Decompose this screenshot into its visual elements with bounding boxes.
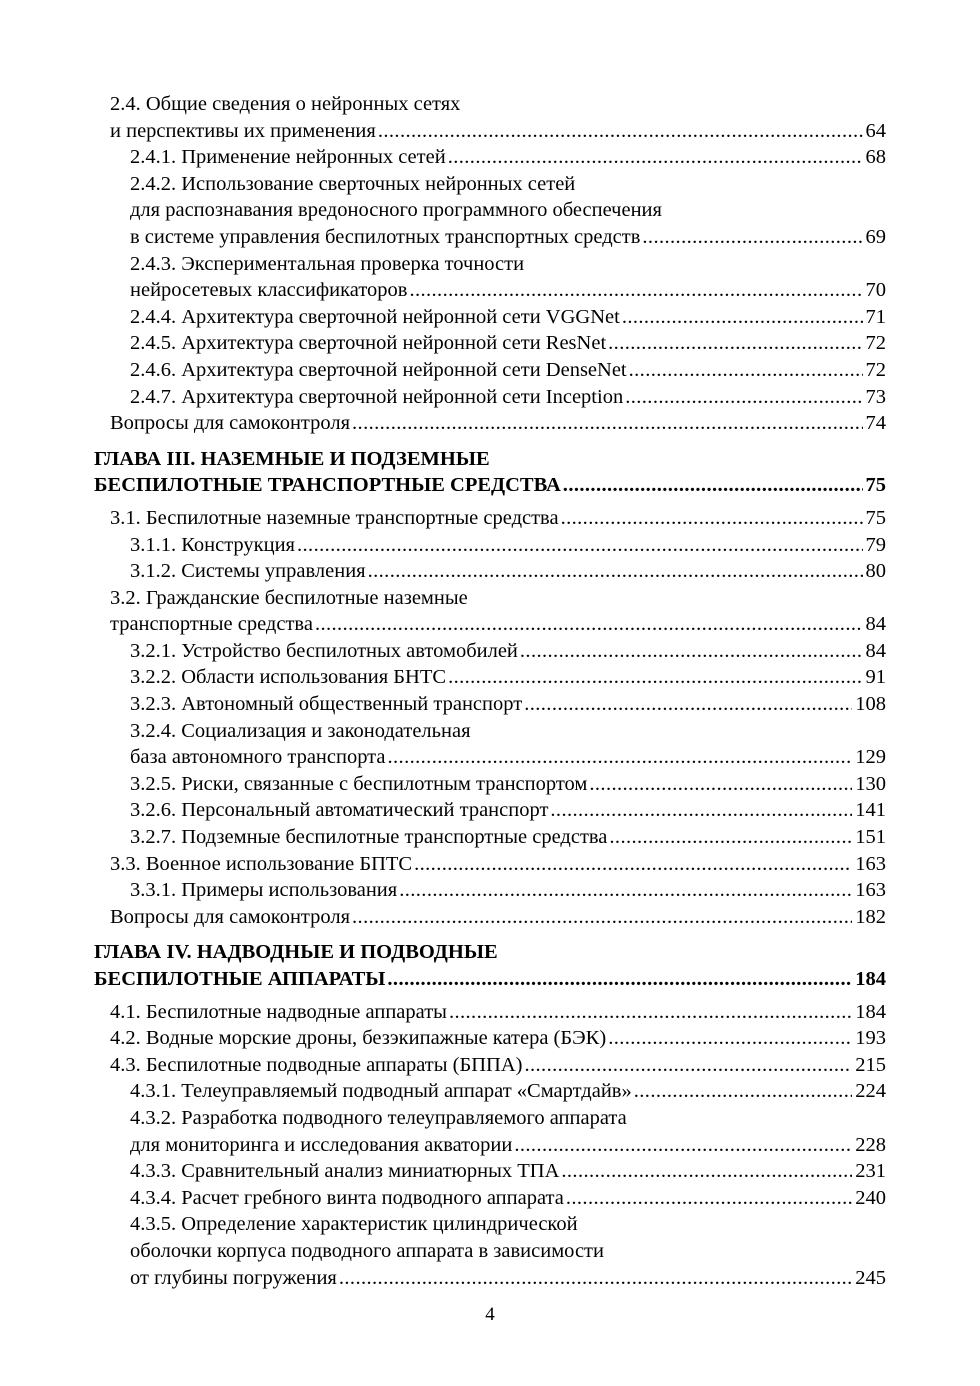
- toc-page-number: 75: [865, 474, 886, 497]
- toc-entry-title: 3.2.4. Социализация и законодательная: [130, 719, 471, 742]
- toc-entry: [110, 1052, 886, 1079]
- toc-entry-title: 2.4.7. Архитектура сверточной нейронной сети Inception: [130, 385, 624, 408]
- dot-leader: [566, 1185, 852, 1212]
- dot-leader: [352, 410, 862, 437]
- toc-entry-title: для распознавания вредоносного программного обеспечения: [130, 199, 662, 222]
- dot-leader: [352, 904, 852, 931]
- toc-page-number: 79: [865, 533, 886, 556]
- toc-page-number: 75: [865, 506, 886, 529]
- toc-page-number: 84: [865, 639, 886, 662]
- toc-page-number: 72: [865, 358, 886, 381]
- toc-entry: [110, 877, 886, 904]
- dot-leader: [315, 611, 863, 638]
- toc-entry-title: 4.3.4. Расчет гребного винта подводного аппарата: [130, 1186, 564, 1209]
- toc-entry-title: Вопросы для самоконтроля: [110, 905, 351, 928]
- toc-entry-title: 2.4. Общие сведения о нейронных сетях: [110, 93, 461, 115]
- toc-entry: [110, 904, 886, 931]
- toc-entry-title: 3.1.1. Конструкция: [130, 533, 295, 556]
- toc-page-number: 108: [855, 693, 886, 716]
- toc-entry: [110, 197, 886, 224]
- toc-entry-title: 3.1. Беспилотные наземные транспортные средства: [110, 506, 559, 529]
- chapter-title: ГЛАВА IV. НАДВОДНЫЕ И ПОДВОДНЫЕ: [94, 941, 498, 964]
- toc-entry-title: 4.1. Беспилотные надводные аппараты: [110, 1000, 447, 1023]
- chapter-heading: [94, 472, 886, 499]
- toc-page-number: 80: [865, 560, 886, 583]
- toc-entry: [110, 638, 886, 665]
- dot-leader: [561, 505, 863, 532]
- dot-leader: [608, 330, 862, 357]
- dot-leader: [409, 277, 862, 304]
- toc-entry: [110, 664, 886, 691]
- toc-entry: [110, 410, 886, 437]
- toc-entry: [110, 1025, 886, 1052]
- chapter-title: ГЛАВА III. НАЗЕМНЫЕ И ПОДЗЕМНЫЕ: [94, 447, 490, 470]
- dot-leader: [550, 797, 852, 824]
- dot-leader: [589, 771, 852, 798]
- toc-entry: [110, 771, 886, 798]
- toc-entry: [110, 691, 886, 718]
- dot-leader: [520, 638, 863, 665]
- toc-entry: [110, 91, 886, 118]
- toc-entry-title: 3.3.1. Примеры использования: [130, 879, 398, 902]
- dot-leader: [378, 118, 863, 145]
- toc-entry: [110, 558, 886, 585]
- dot-leader: [449, 999, 852, 1026]
- toc-entry: [110, 1132, 886, 1159]
- toc-entry: [110, 797, 886, 824]
- dot-leader: [297, 532, 863, 559]
- toc-entry-title: 2.4.5. Архитектура сверточной нейронной сети ResNet: [130, 332, 607, 355]
- chapter-title: БЕСПИЛОТНЫЕ ТРАНСПОРТНЫЕ СРЕДСТВА: [94, 474, 561, 497]
- toc-entry: [110, 851, 886, 878]
- dot-leader: [634, 1078, 853, 1105]
- dot-leader: [388, 744, 853, 771]
- toc-entry-title: 3.2.2. Области использования БНТС: [130, 666, 447, 689]
- toc-entry: [110, 999, 886, 1026]
- toc-page-number: 69: [865, 225, 886, 248]
- toc-entry: [110, 224, 886, 251]
- toc-entry: [110, 118, 886, 145]
- toc-entry: [110, 718, 886, 745]
- toc-page-number: 84: [865, 613, 886, 636]
- toc-entry-title: 2.4.4. Архитектура сверточной нейронной сети VGGNet: [130, 305, 620, 328]
- toc-entry-title: 4.3.3. Сравнительный анализ миниатюрных ТПА: [130, 1160, 560, 1183]
- dot-leader: [561, 1158, 852, 1185]
- dot-leader: [609, 824, 852, 851]
- chapter-heading: [94, 966, 886, 993]
- dot-leader: [448, 144, 863, 171]
- toc-page-number: 91: [865, 666, 886, 689]
- toc-page-number: 129: [855, 746, 886, 769]
- chapter-heading: [94, 939, 886, 966]
- toc-entry-title: 4.3.1. Телеуправляемый подводный аппарат «Смартдайв»: [130, 1080, 632, 1103]
- dot-leader: [368, 558, 863, 585]
- toc-entry: [110, 1158, 886, 1185]
- toc-page-number: 68: [865, 146, 886, 169]
- toc-page-number: 231: [855, 1160, 886, 1183]
- toc-page-number: 130: [855, 772, 886, 795]
- toc-entry: [110, 585, 886, 612]
- toc-page-number: 228: [855, 1133, 886, 1156]
- toc-entry: [110, 532, 886, 559]
- toc-entry-title: 3.2.5. Риски, связанные с беспилотным транспортом: [130, 772, 588, 795]
- toc-entry: [110, 1238, 886, 1265]
- toc-entry-title: от глубины погружения: [130, 1266, 337, 1289]
- toc-entry: [110, 357, 886, 384]
- toc-page-number: 240: [855, 1186, 886, 1209]
- toc-page-number: 74: [865, 412, 886, 435]
- toc-entry-title: 3.2.6. Персональный автоматический транспорт: [130, 799, 549, 822]
- toc-entry: [110, 1105, 886, 1132]
- dot-leader: [399, 877, 852, 904]
- dot-leader: [414, 851, 852, 878]
- chapter-heading: [94, 446, 886, 473]
- toc-entry-title: база автономного транспорта: [130, 746, 386, 769]
- toc-entry-title: 2.4.3. Экспериментальная проверка точности: [130, 252, 525, 275]
- toc-entry: [110, 277, 886, 304]
- dot-leader: [608, 1025, 852, 1052]
- toc-page-number: 182: [855, 905, 886, 928]
- dot-leader: [387, 966, 852, 993]
- page-number: 4: [485, 1304, 495, 1325]
- toc-page-number: 73: [865, 385, 886, 408]
- toc-page-number: 215: [855, 1053, 886, 1076]
- dot-leader: [524, 691, 852, 718]
- toc-entry: [110, 1211, 886, 1238]
- toc-entry: [110, 744, 886, 771]
- toc-page-number: 72: [865, 332, 886, 355]
- dot-leader: [563, 472, 863, 499]
- toc-entry-title: 4.2. Водные морские дроны, безэкипажные катера (БЭК): [110, 1027, 607, 1050]
- toc-entry-title: 2.4.6. Архитектура сверточной нейронной сети DenseNet: [130, 358, 627, 381]
- toc-entry: [110, 1078, 886, 1105]
- toc-page-number: 141: [855, 799, 886, 822]
- toc-entry: [110, 505, 886, 532]
- toc-entry-title: 3.3. Военное использование БПТС: [110, 852, 413, 875]
- toc-entry-title: для мониторинга и исследования акватории: [130, 1133, 513, 1156]
- toc-entry: [110, 304, 886, 331]
- toc-entry-title: 3.1.2. Системы управления: [130, 560, 366, 583]
- toc-entry-title: 3.2.7. Подземные беспилотные транспортные средства: [130, 826, 608, 849]
- dot-leader: [339, 1265, 852, 1292]
- toc-entry-title: 3.2. Гражданские беспилотные наземные: [110, 586, 468, 609]
- toc-entry: [110, 144, 886, 171]
- toc-entry-title: транспортные средства: [110, 613, 313, 636]
- toc-entry-title: 4.3.5. Определение характеристик цилиндрической: [130, 1213, 578, 1236]
- toc-entry: [110, 384, 886, 411]
- toc-page-number: 245: [855, 1266, 886, 1289]
- toc-entry-title: 4.3. Беспилотные подводные аппараты (БППА): [110, 1053, 523, 1076]
- toc-entry: [110, 824, 886, 851]
- toc-entry: [110, 611, 886, 638]
- toc-page-number: 151: [855, 826, 886, 849]
- toc-entry-title: в системе управления беспилотных транспортных средств: [130, 225, 641, 248]
- toc-entry-title: 2.4.1. Применение нейронных сетей: [130, 146, 446, 169]
- toc-entry: [110, 171, 886, 198]
- dot-leader: [642, 224, 862, 251]
- toc-page-number: 193: [855, 1027, 886, 1050]
- toc-page-number: 163: [855, 852, 886, 875]
- toc-entry: [110, 1265, 886, 1292]
- toc-page-number: 184: [855, 1000, 886, 1023]
- toc-page-number: 163: [855, 879, 886, 902]
- toc-entry-title: нейросетевых классификаторов: [130, 279, 408, 302]
- toc-entry-title: 3.2.1. Устройство беспилотных автомобилей: [130, 639, 518, 662]
- dot-leader: [629, 357, 863, 384]
- toc-entry-title: оболочки корпуса подводного аппарата в зависимости: [130, 1239, 604, 1262]
- toc-entry: [110, 1185, 886, 1212]
- toc-page-number: 184: [855, 968, 886, 990]
- dot-leader: [514, 1132, 852, 1159]
- toc-page-number: 70: [865, 279, 886, 302]
- dot-leader: [625, 384, 862, 411]
- toc-entry-title: и перспективы их применения: [110, 119, 376, 142]
- toc-entry: [110, 330, 886, 357]
- toc-entry-title: 4.3.2. Разработка подводного телеуправляемого аппарата: [130, 1106, 627, 1129]
- toc-entry: [110, 251, 886, 278]
- dot-leader: [524, 1052, 852, 1079]
- toc-page-number: 224: [855, 1080, 886, 1103]
- dot-leader: [622, 304, 863, 331]
- toc-page-number: 64: [865, 119, 886, 142]
- chapter-title: БЕСПИЛОТНЫЕ АППАРАТЫ: [94, 968, 386, 990]
- toc-entry-title: 3.2.3. Автономный общественный транспорт: [130, 693, 523, 716]
- toc-page-number: 71: [865, 305, 886, 328]
- toc-entry-title: 2.4.2. Использование сверточных нейронных сетей: [130, 172, 576, 195]
- table-of-contents: [94, 91, 886, 1291]
- toc-entry-title: Вопросы для самоконтроля: [110, 412, 351, 435]
- dot-leader: [448, 664, 862, 691]
